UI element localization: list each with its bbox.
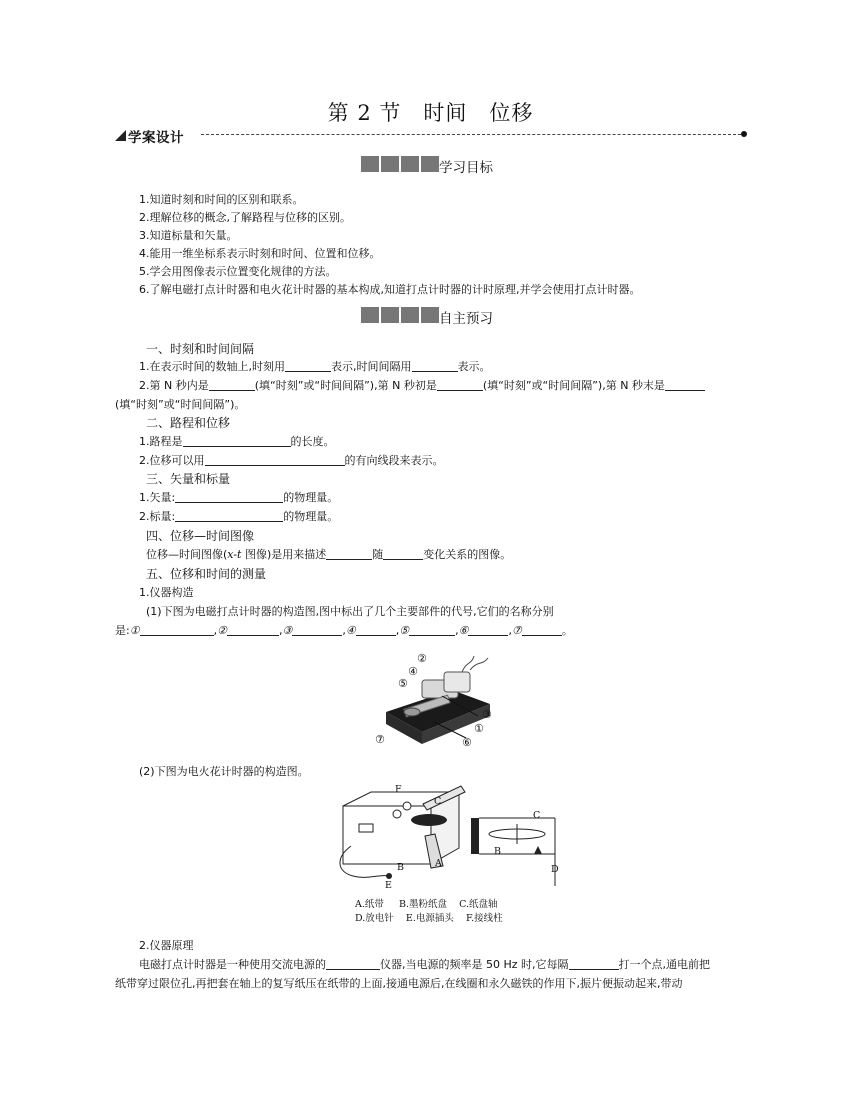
answer-blank[interactable]: [468, 623, 508, 636]
answer-blank[interactable]: [205, 453, 345, 466]
section-banner: [115, 127, 747, 146]
letter-a: A: [435, 858, 442, 869]
answer-blank[interactable]: [665, 378, 705, 391]
subheading: 三、矢量和标量: [146, 472, 231, 486]
answer-blank[interactable]: [209, 378, 255, 391]
triangle-icon: [115, 130, 126, 141]
dotted-divider: [201, 134, 741, 135]
part-label-5: ⑤: [398, 677, 408, 690]
question-line: (1)下图为电磁打点计时器的构造图,图中标出了几个主要部件的代号,它们的名称分别: [146, 605, 554, 618]
goal-item: 2.理解位移的概念,了解路程与位移的区别。: [139, 211, 351, 224]
answer-blank[interactable]: [227, 623, 279, 636]
electromagnetic-timer-figure: [375, 650, 494, 750]
caption-row: A.纸带 B.墨粉纸盘 C.纸盘轴: [355, 899, 498, 910]
caption-row: D.放电针 E.电源插头 F.接线柱: [355, 913, 503, 924]
letter-b: B: [397, 862, 404, 873]
letter-c: C: [434, 796, 442, 807]
question-line: 电磁打点计时器是一种使用交流电源的 仪器,当电源的频率是 50 Hz 时,它每隔 打一个点,通电前把: [139, 958, 711, 971]
answer-blank[interactable]: [522, 623, 562, 636]
goals-title: 学习目标: [439, 160, 493, 176]
question-line: 1.矢量: 的物理量。: [139, 491, 339, 504]
question-line: 是:① ,② ,③ ,④ ,⑤ ,⑥ ,⑦ 。: [115, 624, 573, 637]
answer-blank[interactable]: [409, 623, 455, 636]
goal-item: 3.知道标量和矢量。: [139, 229, 238, 242]
answer-blank[interactable]: [175, 509, 283, 522]
spark-timer-figure: [331, 776, 563, 926]
letter-c-side: C: [533, 810, 541, 821]
answer-blank[interactable]: [569, 957, 619, 970]
preview-title: 自主预习: [439, 311, 493, 327]
letter-f: F: [395, 784, 402, 795]
subheading: 二、路程和位移: [146, 416, 231, 430]
part-label-6: ⑥: [462, 736, 472, 749]
subheading: 一、时刻和时间间隔: [146, 342, 255, 356]
question-line: (2)下图为电火花计时器的构造图。: [139, 765, 309, 778]
subheading: 五、位移和时间的测量: [146, 567, 267, 581]
question-line: (填“时刻”或“时间间隔”)。: [115, 398, 246, 411]
answer-blank[interactable]: [183, 434, 291, 447]
answer-blank[interactable]: [175, 490, 283, 503]
question-line: 1.路程是 的长度。: [139, 435, 335, 448]
part-label-7: ⑦: [375, 733, 385, 746]
answer-blank[interactable]: [326, 957, 380, 970]
timer-photo-image: [382, 650, 494, 750]
part-label-4: ④: [408, 665, 418, 678]
answer-blank[interactable]: [326, 547, 372, 560]
part-label-1: ①: [474, 722, 484, 735]
banner-label: 学案设计: [128, 130, 184, 146]
letter-d: D: [551, 864, 559, 875]
question-line: 2.第 N 秒内是 (填“时刻”或“时间间隔”),第 N 秒初是 (填“时刻”或“时间间隔”),第 N 秒末是: [139, 377, 705, 393]
part-label-3: ③: [482, 708, 492, 721]
answer-blank[interactable]: [140, 623, 214, 636]
goal-item: 5.学会用图像表示位置变化规律的方法。: [139, 265, 337, 278]
answer-blank[interactable]: [437, 378, 483, 391]
question-line: 1.在表示时间的数轴上,时刻用 表示,时间间隔用 表示。: [139, 360, 491, 373]
heading-blocks-icon: [361, 307, 439, 323]
question-line: 纸带穿过限位孔,再把套在轴上的复写纸压在纸带的上面,接通电源后,在线圈和永久磁铁的作用下,振片便振动起来,带动: [115, 977, 683, 990]
letter-e: E: [385, 880, 392, 891]
goal-item: 4.能用一维坐标系表示时刻和时间、位置和位移。: [139, 247, 381, 260]
goal-item: 1.知道时刻和时间的区别和联系。: [139, 193, 304, 206]
part-label-2: ②: [417, 652, 427, 665]
answer-blank[interactable]: [292, 623, 342, 636]
question-line: 2.标量: 的物理量。: [139, 510, 339, 523]
heading-blocks-icon: [361, 156, 439, 172]
goal-item: 6.了解电磁打点计时器和电火花计时器的基本构成,知道打点计时器的计时原理,并学会使用打点计时器。: [139, 283, 641, 296]
answer-blank[interactable]: [285, 359, 331, 372]
subsection-label: 2.仪器原理: [139, 939, 194, 952]
answer-blank[interactable]: [412, 359, 458, 372]
page-title: 第 2 节 时间 位移: [327, 101, 534, 125]
end-dot-icon: [741, 131, 747, 137]
answer-blank[interactable]: [356, 623, 396, 636]
letter-b-side: B: [494, 846, 501, 857]
question-line: 2.位移可以用 的有向线段来表示。: [139, 454, 444, 467]
subsection-label: 1.仪器构造: [139, 586, 194, 599]
answer-blank[interactable]: [383, 547, 423, 560]
question-line: 位移—时间图像(x-t 图像)是用来描述 随 变化关系的图像。: [146, 548, 512, 561]
subheading: 四、位移—时间图像: [146, 529, 255, 543]
